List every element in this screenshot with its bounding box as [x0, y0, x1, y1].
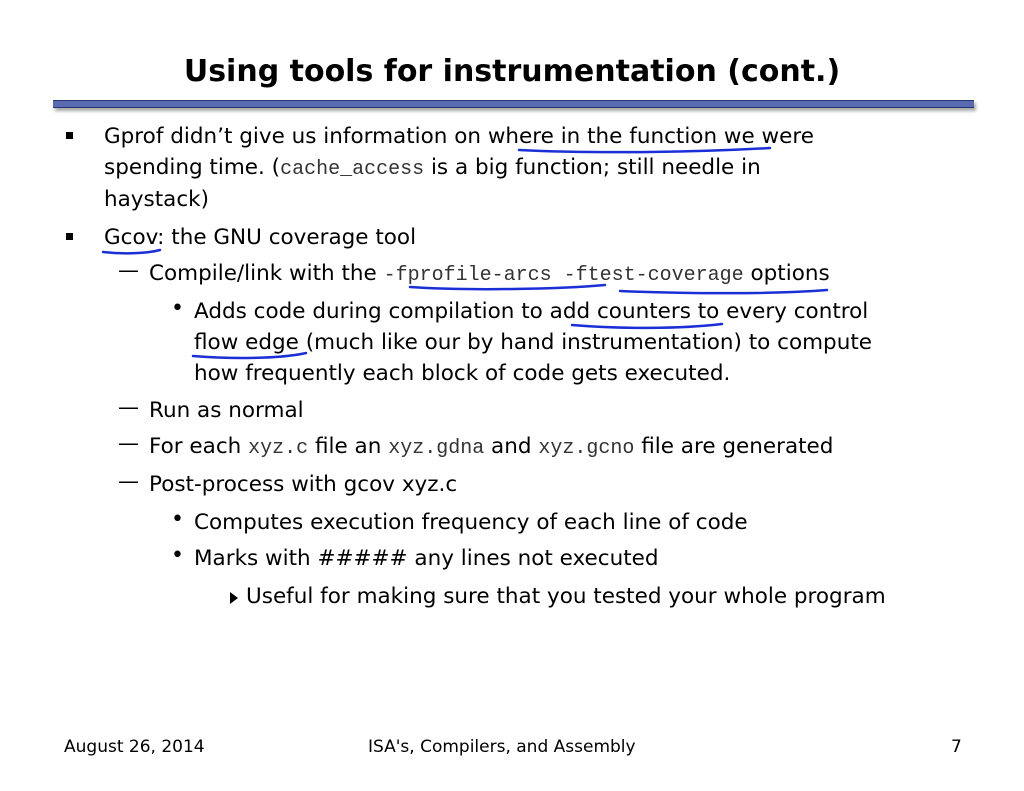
code-xyz-gdna: xyz.gdna [388, 437, 485, 460]
dash-bullet-icon: — [118, 258, 139, 282]
underline-where-in-the-function [519, 148, 770, 152]
code-xyz-gcno: xyz.gcno [538, 437, 635, 460]
bullet-1-line-3: haystack) [104, 187, 209, 212]
sub-4a-text: Computes execution frequency of each line of code [194, 510, 748, 535]
code-cache-access: cache_access [280, 158, 425, 181]
sub-4-text: Post-process with gcov xyz.c [149, 472, 458, 497]
dot-bullet-icon: • [171, 296, 184, 321]
sub-2-text: Run as normal [149, 398, 304, 423]
dash-bullet-icon: — [118, 395, 139, 419]
bullet-2-text: Gcov: the GNU coverage tool [104, 225, 417, 250]
sub-1a-line-3: how frequently each block of code gets executed. [194, 361, 731, 386]
code-xyz-c: xyz.c [248, 437, 309, 460]
sub-3-part-1: For each [149, 434, 249, 459]
sub-4b-text: Marks with ##### any lines not executed [194, 546, 659, 571]
sub-1-pre: Compile/link with the [149, 261, 384, 286]
bullet-1-text-a: spending time. ( [104, 155, 281, 180]
bullet-1-text-b: is a big function; still needle in [424, 155, 761, 180]
sub-1-post: options [743, 261, 830, 286]
sub-1a-line-1: Adds code during compilation to add counters to every control [194, 299, 869, 324]
sub-3-part-2: file an [308, 434, 389, 459]
sub-3-part-3: and [484, 434, 539, 459]
slide-title: Using tools for instrumentation (cont.) [183, 54, 841, 89]
underline-ftest-coverage [620, 290, 827, 293]
sub-4b1-text: Useful for making sure that you tested your whole program [246, 584, 886, 609]
footer-page-number: 7 [951, 737, 962, 757]
code-gcov-flags: -fprofile-arcs -ftest-coverage [383, 264, 744, 287]
dash-bullet-icon: — [118, 469, 139, 493]
underline-fprofile-arcs [410, 285, 605, 289]
dot-bullet-icon: • [171, 543, 184, 568]
dot-bullet-icon: • [171, 507, 184, 532]
footer-center-title: ISA's, Compilers, and Assembly [368, 737, 636, 757]
sub-3-part-4: file are generated [634, 434, 834, 459]
footer-date: August 26, 2014 [64, 737, 205, 757]
bullet-1-line-1: Gprof didn’t give us information on where in the function we were [104, 124, 814, 149]
underline-add-counters [572, 324, 722, 328]
dash-bullet-icon: — [118, 431, 139, 455]
underline-gcov [103, 250, 160, 253]
sub-1a-line-2: flow edge (much like our by hand instrumentation) to compute [194, 330, 872, 355]
underline-flow-edge [193, 353, 306, 358]
